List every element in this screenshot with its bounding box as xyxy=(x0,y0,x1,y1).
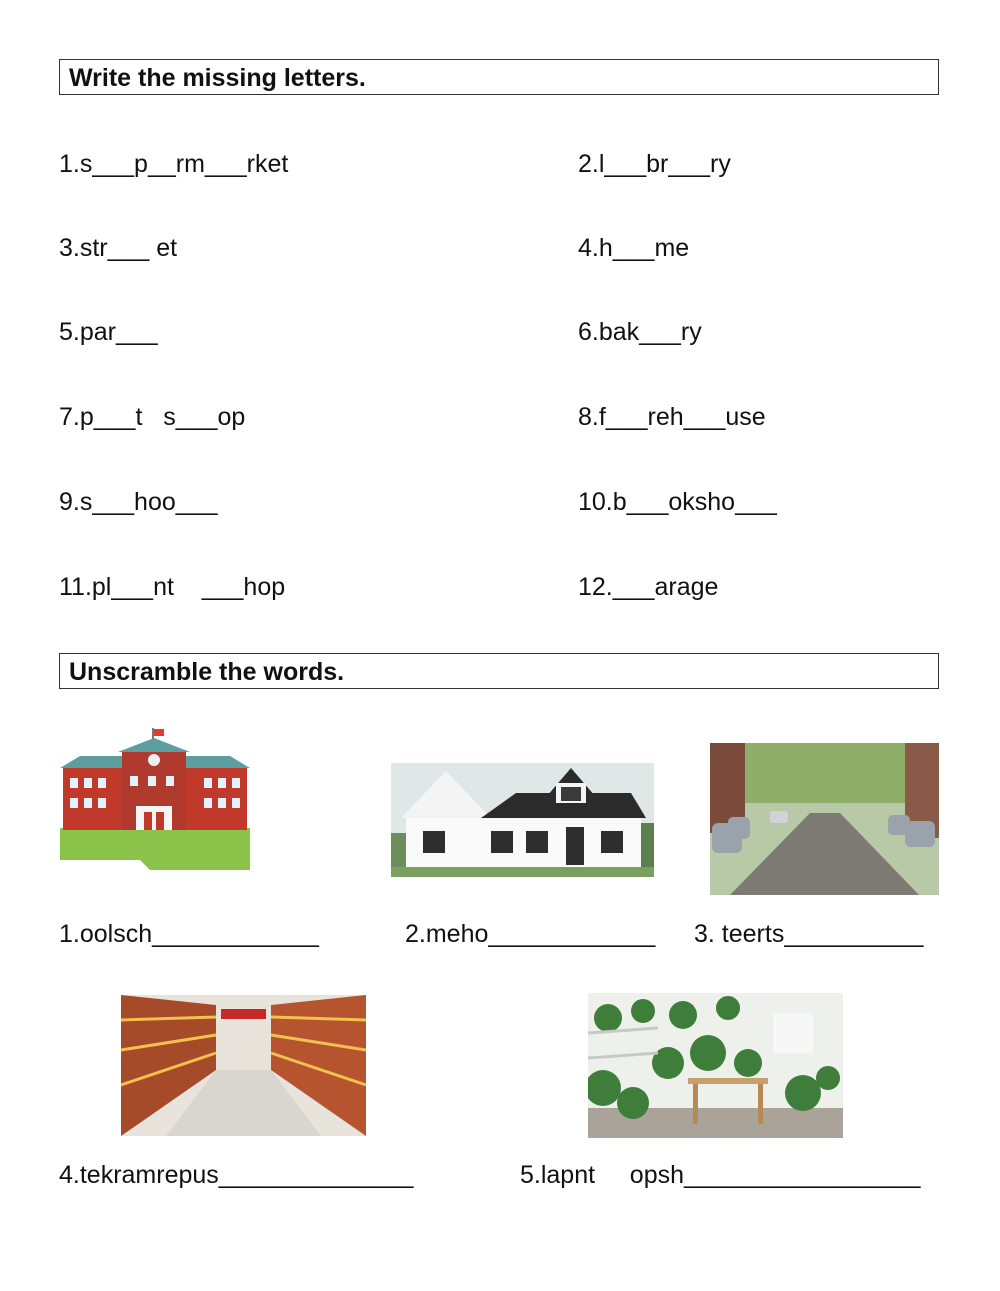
missing-letters-item-11: 11.pl___nt ___hop xyxy=(59,573,286,601)
missing-letters-item-4: 4.h___me xyxy=(578,234,690,262)
plant-shop-picture xyxy=(588,993,843,1138)
missing-letters-item-12: 12.___arage xyxy=(578,573,719,601)
section1-heading: Write the missing letters. xyxy=(59,59,939,95)
section2-heading: Unscramble the words. xyxy=(59,653,939,689)
missing-letters-item-9: 9.s___hoo___ xyxy=(59,488,218,516)
missing-letters-item-2: 2.l___br___ry xyxy=(578,150,731,178)
unscramble-item-1: 1.oolsch____________ xyxy=(59,920,319,948)
missing-letters-item-1: 1.s___p__rm___rket xyxy=(59,150,289,178)
school-picture xyxy=(60,728,250,873)
missing-letters-item-3: 3.str___ et xyxy=(59,234,178,262)
missing-letters-item-8: 8.f___reh___use xyxy=(578,403,766,431)
unscramble-item-3: 3. teerts__________ xyxy=(694,920,924,948)
missing-letters-item-7: 7.p___t s___op xyxy=(59,403,246,431)
unscramble-item-2: 2.meho____________ xyxy=(405,920,656,948)
unscramble-item-5: 5.lapnt opsh_________________ xyxy=(520,1161,921,1189)
missing-letters-item-10: 10.b___oksho___ xyxy=(578,488,777,516)
missing-letters-item-5: 5.par___ xyxy=(59,318,158,346)
street-picture xyxy=(710,743,939,895)
house-picture xyxy=(391,763,654,877)
unscramble-item-4: 4.tekramrepus______________ xyxy=(59,1161,414,1189)
missing-letters-item-6: 6.bak___ry xyxy=(578,318,702,346)
supermarket-picture xyxy=(121,995,366,1136)
